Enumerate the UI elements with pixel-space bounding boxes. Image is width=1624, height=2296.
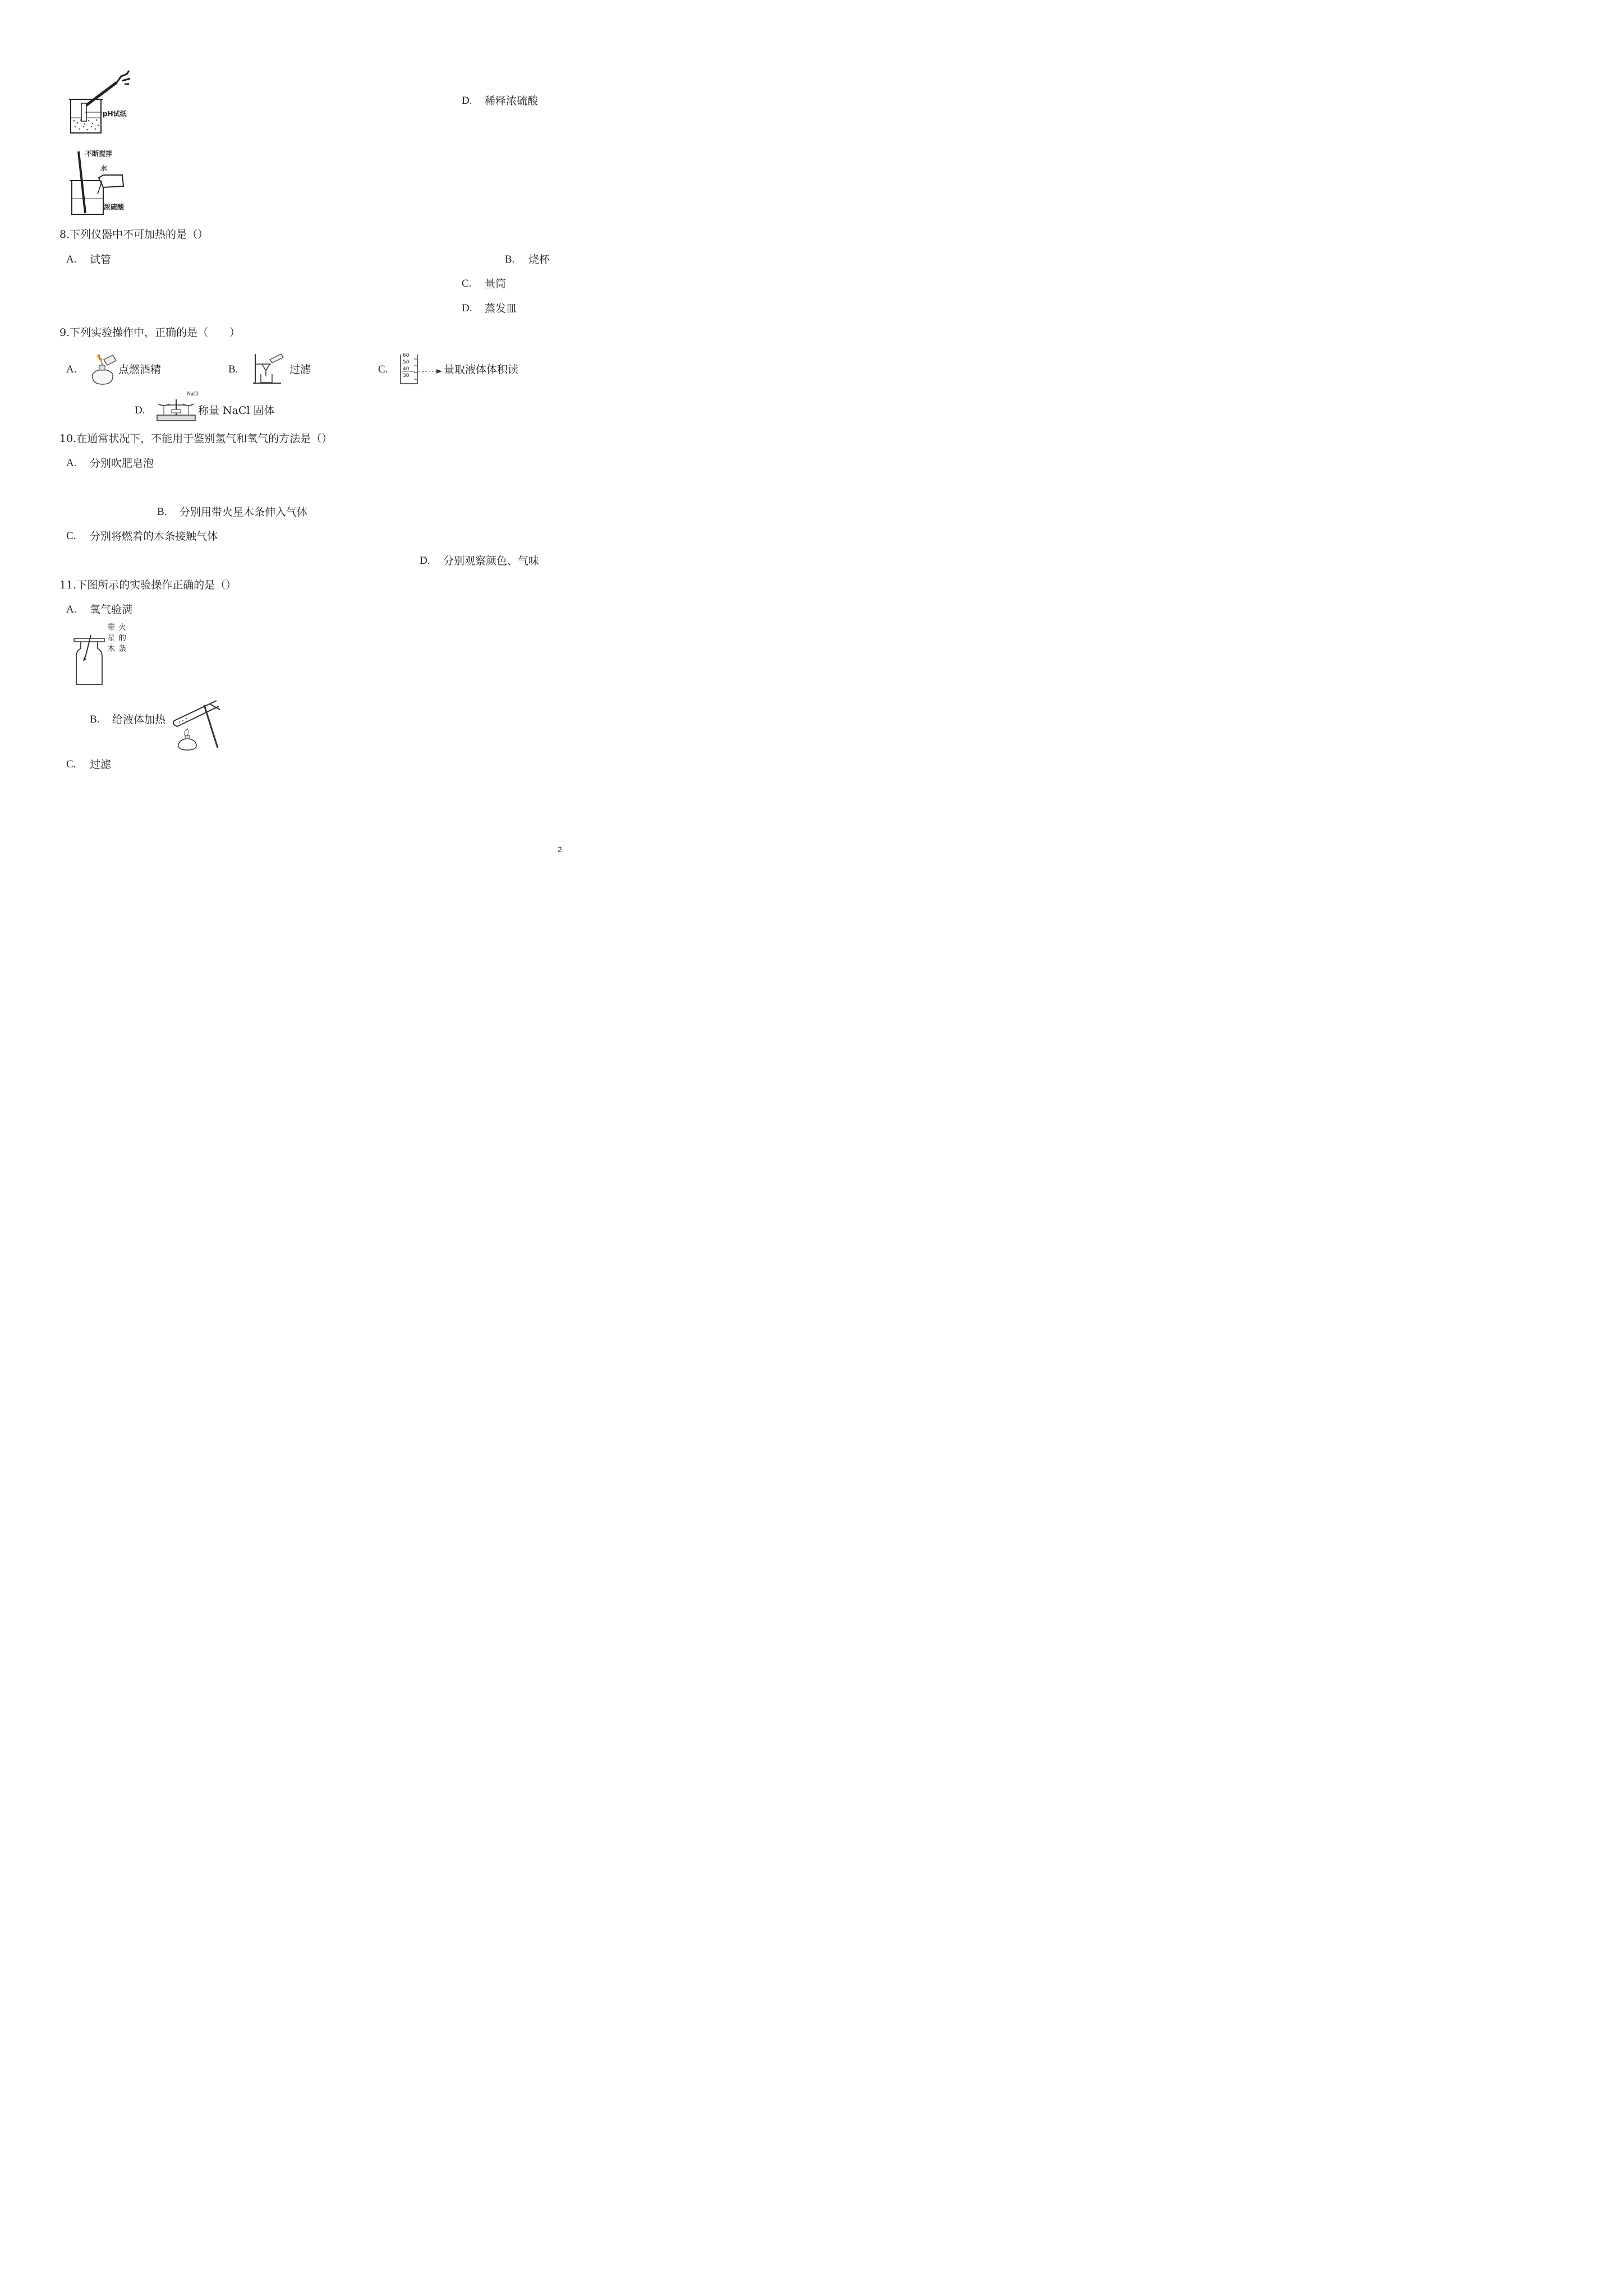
- q10-option-d-text: 分别观察颜色、气味: [443, 555, 540, 567]
- q8-option-c-label: C.: [462, 278, 472, 289]
- gas-bottle-figure: [71, 623, 110, 687]
- scale-30: 30: [403, 373, 410, 379]
- q9-option-d-text: 称量 NaCl 固体: [198, 404, 275, 417]
- splint-label-2: 星的: [107, 634, 130, 643]
- q8-option-c-text: 量筒: [485, 278, 507, 290]
- heating-test-tube-figure: [171, 698, 224, 751]
- filtration-setup-icon: [250, 352, 284, 385]
- q10-option-c-label: C.: [66, 530, 76, 542]
- q11-option-c-label: C.: [66, 758, 76, 770]
- nacl-figure-label: NaCl: [187, 391, 199, 397]
- q11-option-b-text: 给液体加热: [112, 714, 166, 726]
- q7-option-d-label: D.: [462, 95, 472, 107]
- q11-option-a-label: A.: [66, 604, 77, 615]
- q11-option-c-text: 过滤: [90, 758, 112, 771]
- q9-option-d-label: D.: [135, 404, 145, 416]
- q10-option-c-text: 分别将燃着的木条接触气体: [90, 530, 218, 542]
- ph-paper-caption: pH试纸: [103, 110, 127, 118]
- q11-option-a-text: 氧气验满: [90, 604, 133, 616]
- q10-option-b-text: 分别用带火星木条伸入气体: [180, 506, 308, 518]
- scale-60: 60: [403, 353, 410, 358]
- q7-option-d-text: 稀释浓硫酸: [485, 95, 539, 107]
- q10-option-a-label: A.: [66, 457, 77, 469]
- q9-option-c-text: 量取液体体积读: [444, 364, 519, 376]
- q9-option-c-label: C.: [378, 364, 388, 375]
- page-number: 2: [558, 845, 562, 854]
- q8-option-b-label: B.: [505, 254, 515, 265]
- splint-label-1: 带火: [107, 623, 130, 632]
- q10-option-b-label: B.: [157, 506, 167, 518]
- q9-option-a-label: A.: [66, 364, 77, 375]
- alcohol-lamp-icon: [87, 352, 118, 386]
- q8-stem: 8.下列仪器中不可加热的是（）: [59, 228, 209, 241]
- q9-stem: 9.下列实验操作中，正确的是（ ）: [59, 326, 241, 339]
- q8-option-a-label: A.: [66, 254, 77, 265]
- q8-option-b-text: 烧杯: [528, 254, 550, 266]
- q8-option-d-label: D.: [462, 302, 472, 314]
- q9-option-a-text: 点燃酒精: [118, 364, 162, 376]
- q8-option-a-text: 试管: [90, 254, 112, 266]
- q10-option-d-label: D.: [420, 555, 430, 567]
- scale-40: 40: [403, 366, 410, 372]
- ph-test-figure: [66, 68, 139, 136]
- stir-caption: 不断搅拌: [85, 150, 113, 158]
- q9-option-b-label: B.: [228, 364, 238, 375]
- q9-option-b-text: 过滤: [289, 364, 311, 376]
- scale-50: 50: [403, 360, 410, 365]
- q11-option-b-label: B.: [90, 714, 100, 725]
- q8-option-d-text: 蒸发皿: [485, 302, 517, 315]
- water-caption: 水: [100, 164, 108, 172]
- q10-stem: 10.在通常状况下，不能用于鉴别氢气和氧气的方法是（）: [59, 432, 333, 445]
- conc-acid-caption: 浓硫酸: [104, 203, 125, 211]
- splint-label-3: 木条: [107, 645, 130, 654]
- q10-option-a-text: 分别吹肥皂泡: [90, 457, 154, 470]
- q11-stem: 11.下图所示的实验操作正确的是（）: [59, 579, 237, 591]
